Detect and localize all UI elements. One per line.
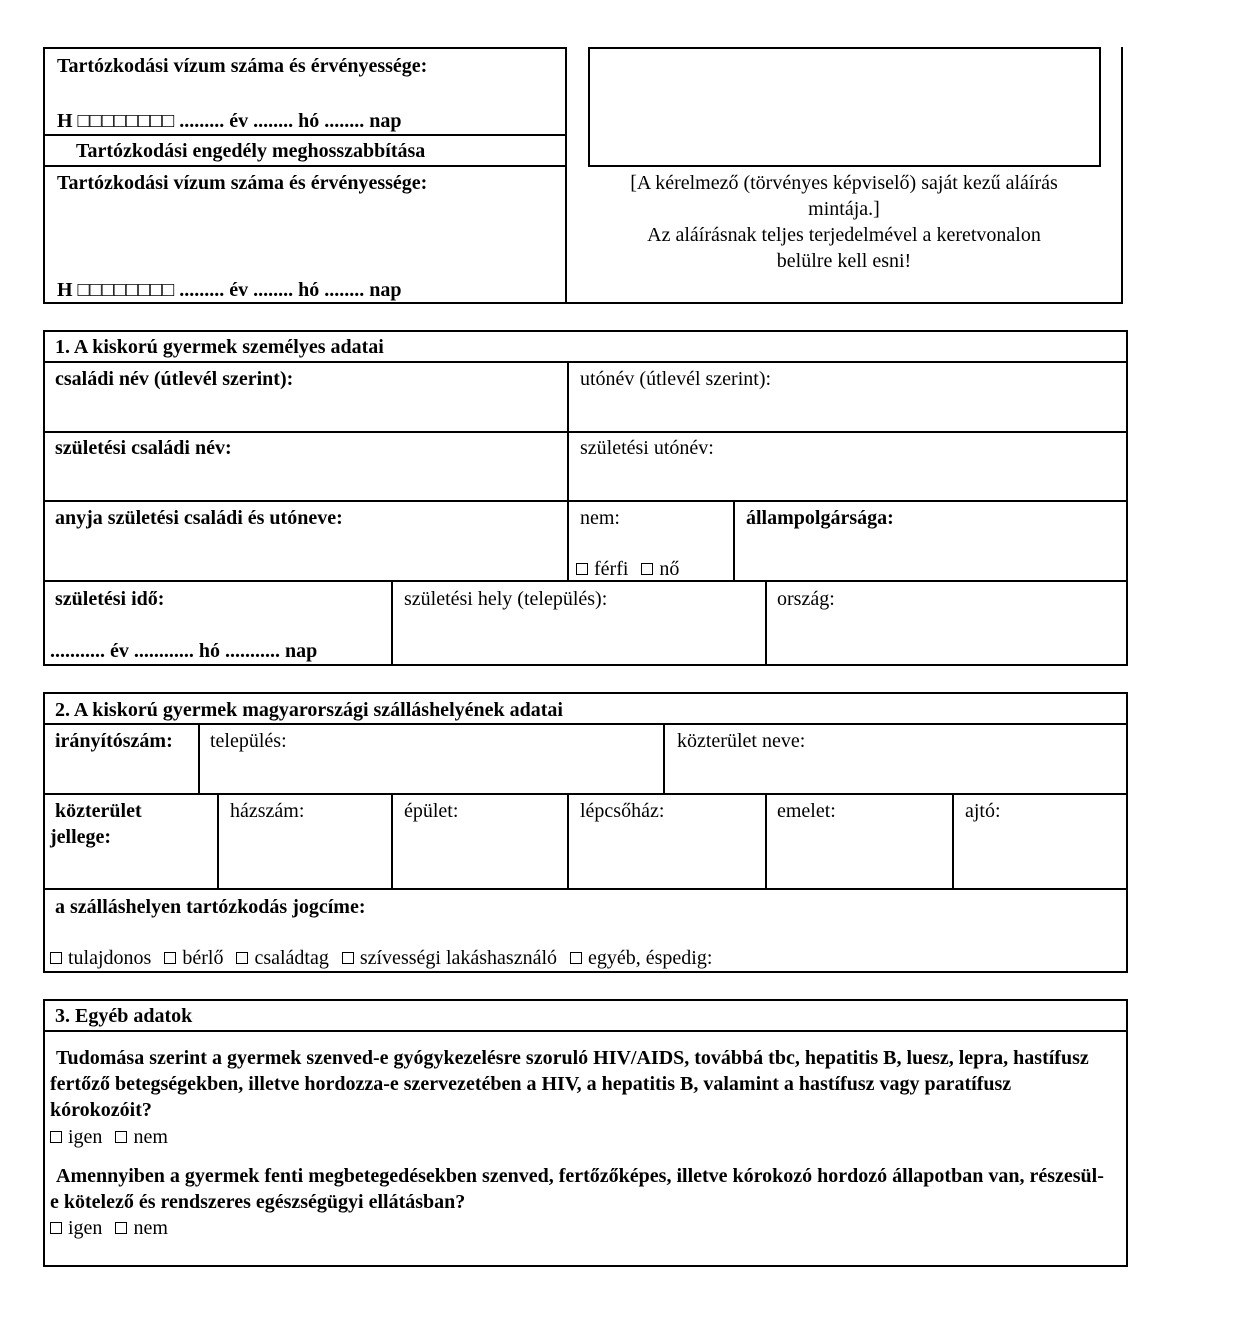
q2-no-label: nem — [133, 1217, 168, 1239]
birth-given-name-field[interactable]: születési utónév: — [580, 437, 714, 459]
mother-name-field[interactable]: anyja születési családi és utóneve: — [55, 507, 343, 529]
extension-row-top — [43, 134, 566, 136]
sex-label: nem: — [580, 507, 620, 529]
section1-row1-divider — [43, 431, 1128, 433]
given-name-field[interactable]: utónév (útlevél szerint): — [580, 368, 772, 390]
legal-title-label: a szálláshelyen tartózkodás jogcíme: — [55, 896, 366, 918]
female-checkbox[interactable] — [641, 563, 653, 575]
settlement-field[interactable]: település: — [210, 730, 287, 752]
section1-title: 1. A kiskorú gyermek személyes adatai — [55, 336, 384, 358]
family-name-field[interactable]: családi név (útlevél szerint): — [55, 368, 294, 390]
female-label: nő — [659, 558, 680, 580]
door-field[interactable]: ajtó: — [965, 800, 1001, 822]
citizenship-field[interactable]: állampolgársága: — [746, 507, 894, 529]
visa-number-line-1[interactable]: H □□□□□□□□ ......... év ........ hó ........ nap — [57, 110, 402, 132]
section2-settlement-divider — [663, 723, 665, 795]
top-border-left — [43, 47, 566, 49]
street-type-label-2: jellege: — [50, 826, 112, 848]
section2-box — [43, 692, 1128, 973]
visa-number-line-2[interactable]: H □□□□□□□□ ......... év ........ hó ........ nap — [57, 279, 402, 301]
q2-no-checkbox[interactable] — [115, 1222, 127, 1234]
section2-title: 2. A kiskorú gyermek magyarországi szálláshelyének adatai — [55, 699, 563, 721]
q2-yes-label: igen — [68, 1217, 103, 1239]
extension-label: Tartózkodási engedély meghosszabbítása — [76, 140, 426, 162]
building-field[interactable]: épület: — [404, 800, 459, 822]
owner-checkbox[interactable] — [50, 952, 62, 964]
section2-title-divider — [43, 723, 1128, 725]
section2-row2-divider — [43, 888, 1128, 890]
question2-options — [50, 1216, 168, 1240]
health-question-1: Tudomása szerint a gyermek szenved-e gyógykezelésre szoruló HIV/AIDS, továbbá tbc, hepatitis B, luesz, lepra, hastífusz fertőző betegségekben, illetve hordozza-e szervezetében a HIV, a hepatitis B, valamint a hastífusz vagy paratífusz kórokozóit? — [50, 1047, 1089, 1121]
q1-yes-label: igen — [68, 1126, 103, 1148]
staircase-field[interactable]: lépcsőház: — [580, 800, 665, 822]
section1-sex-divider — [733, 500, 735, 582]
family-member-checkbox[interactable] — [236, 952, 248, 964]
q1-yes-checkbox[interactable] — [50, 1131, 62, 1143]
street-type-label-1: közterület — [55, 800, 142, 822]
section1-title-divider — [43, 361, 1128, 363]
section1-birth-divider-2 — [765, 580, 767, 666]
owner-label: tulajdonos — [68, 947, 152, 969]
section2-col-1 — [217, 793, 219, 890]
section3-title: 3. Egyéb adatok — [55, 1005, 193, 1027]
free-use-checkbox[interactable] — [342, 952, 354, 964]
birth-date-label: születési idő: — [55, 588, 165, 610]
extension-row-bottom — [43, 165, 566, 167]
street-name-field[interactable]: közterület neve: — [677, 730, 806, 752]
other-label: egyéb, éspedig: — [588, 947, 713, 969]
signature-caption-line3: Az aláírásnak teljes terjedelmével a keretvonalon — [647, 224, 1041, 246]
health-question-2: Amennyiben a gyermek fenti megbetegedésekben szenved, fertőzőképes, illetve kórokozó hordozó állapotban van, részesül-e kötelező és rendszeres egészségügyi ellátásban? — [50, 1165, 1104, 1213]
other-checkbox[interactable] — [570, 952, 582, 964]
section2-col-3 — [567, 793, 569, 890]
house-number-field[interactable]: házszám: — [230, 800, 305, 822]
signature-caption-line2: mintája.] — [808, 198, 880, 220]
q1-no-checkbox[interactable] — [115, 1131, 127, 1143]
section1-birth-divider-1 — [391, 580, 393, 666]
tenant-checkbox[interactable] — [164, 952, 176, 964]
section2-row1-divider — [43, 793, 1128, 795]
section3-title-divider — [43, 1030, 1128, 1032]
signature-caption-line1: [A kérelmező (törvényes képviselő) saját kezű aláírás — [630, 172, 1058, 194]
birth-family-name-field[interactable]: születési családi név: — [55, 437, 232, 459]
section1-row2-divider — [43, 500, 1128, 502]
section2-col-5 — [952, 793, 954, 890]
male-checkbox[interactable] — [576, 563, 588, 575]
signature-box[interactable] — [588, 47, 1101, 167]
floor-field[interactable]: emelet: — [777, 800, 836, 822]
section1-col-divider — [567, 361, 569, 582]
family-member-label: családtag — [254, 947, 329, 969]
q2-yes-checkbox[interactable] — [50, 1222, 62, 1234]
postcode-field[interactable]: irányítószám: — [55, 730, 173, 752]
birth-place-field[interactable]: születési hely (település): — [404, 588, 608, 610]
section3-box — [43, 999, 1128, 1267]
country-field[interactable]: ország: — [777, 588, 835, 610]
signature-caption-line4: belülre kell esni! — [776, 250, 912, 272]
section2-col-4 — [765, 793, 767, 890]
section2-col-2 — [391, 793, 393, 890]
q1-no-label: nem — [133, 1126, 168, 1148]
top-bottom-border — [43, 302, 1123, 304]
top-left-border — [43, 47, 45, 303]
legal-title-options — [50, 946, 712, 970]
male-label: férfi — [594, 558, 629, 580]
visa-label-2: Tartózkodási vízum száma és érvényessége: — [57, 172, 428, 194]
birth-date-line[interactable]: ........... év ............ hó ........... nap — [50, 640, 318, 662]
free-use-label: szívességi lakáshasználó — [359, 947, 558, 969]
question1-options — [50, 1125, 168, 1149]
sex-options — [576, 557, 679, 581]
visa-label-1: Tartózkodási vízum száma és érvényessége: — [57, 55, 428, 77]
tenant-label: bérlő — [182, 947, 224, 969]
section2-postcode-divider — [198, 723, 200, 795]
